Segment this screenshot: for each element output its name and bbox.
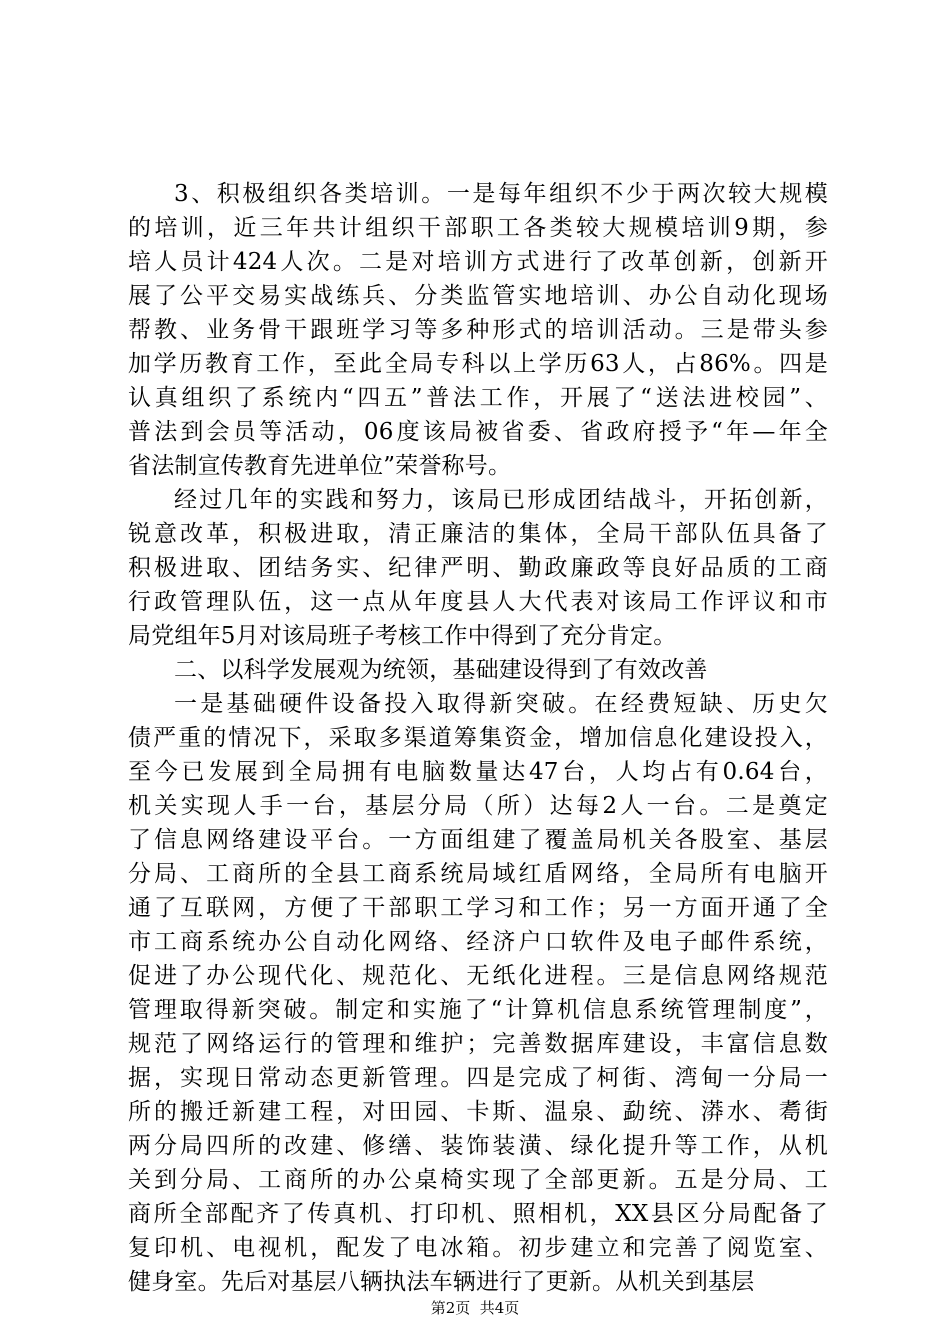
text-line: 认真组织了系统内“四五”普法工作，开展了“送法进校园”、 [128, 385, 828, 411]
text-line: 债严重的情况下，采取多渠道筹集资金，增加信息化建设投入， [128, 725, 828, 751]
text-line: 分局、工商所的全县工商系统局域红盾网络，全局所有电脑开 [128, 861, 828, 887]
text-line: 两分局四所的改建、修缮、装饰装潢、绿化提升等工作，从机 [128, 1133, 828, 1159]
paragraph [128, 653, 828, 687]
text-line: 关到分局、工商所的办公桌椅实现了全部更新。五是分局、工 [128, 1167, 828, 1193]
text-line: 二、以科学发展观为统领，基础建设得到了有效改善 [174, 657, 708, 683]
text-line: 展了公平交易实战练兵、分类监管实地培训、办公自动化现场 [128, 283, 828, 309]
text-line: 规范了网络运行的管理和维护；完善数据库建设，丰富信息数 [128, 1031, 828, 1057]
text-line: 的培训，近三年共计组织干部职工各类较大规模培训9期，参 [128, 215, 828, 241]
text-line: 加学历教育工作，至此全局专科以上学历63人，占86%。四是 [128, 351, 828, 377]
text-line: 所的搬迁新建工程，对田园、卡斯、温泉、勐统、漭水、耈街 [128, 1099, 828, 1125]
text-line: 健身室。先后对基层八辆执法车辆进行了更新。从机关到基层 [128, 1269, 755, 1295]
text-line: 机关实现人手一台，基层分局（所）达每2人一台。二是奠定 [128, 793, 828, 819]
text-line: 锐意改革，积极进取，清正廉洁的集体，全局干部队伍具备了 [128, 521, 828, 547]
text-line: 经过几年的实践和努力，该局已形成团结战斗，开拓创新， [174, 487, 828, 513]
text-line: 省法制宣传教育先进单位”荣誉称号。 [128, 453, 512, 479]
text-line: 普法到会员等活动，06度该局被省委、省政府授予“年—年全 [128, 419, 828, 445]
text-line: 据，实现日常动态更新管理。四是完成了柯街、湾甸一分局一 [128, 1065, 828, 1091]
paragraph [128, 177, 828, 483]
text-line: 了信息网络建设平台。一方面组建了覆盖局机关各股室、基层 [128, 827, 828, 853]
text-line: 市工商系统办公自动化网络、经济户口软件及电子邮件系统， [128, 929, 828, 955]
text-line: 3、积极组织各类培训。一是每年组织不少于两次较大规模 [174, 181, 828, 207]
text-line: 通了互联网，方便了干部职工学习和工作；另一方面开通了全 [128, 895, 828, 921]
text-line: 至今已发展到全局拥有电脑数量达47台，人均占有0.64台， [128, 759, 828, 785]
text-line: 培人员计424人次。二是对培训方式进行了改革创新，创新开 [128, 249, 828, 275]
paragraph [128, 687, 828, 1299]
text-line: 局党组年5月对该局班子考核工作中得到了充分肯定。 [128, 623, 677, 649]
page-footer: 第2页 共4页 [430, 1299, 520, 1317]
text-line: 促进了办公现代化、规范化、无纸化进程。三是信息网络规范 [128, 963, 828, 989]
text-line: 积极进取、团结务实、纪律严明、勤政廉政等良好品质的工商 [128, 555, 828, 581]
text-line: 一是基础硬件设备投入取得新突破。在经费短缺、历史欠 [174, 691, 828, 717]
text-line: 行政管理队伍，这一点从年度县人大代表对该局工作评议和市 [128, 589, 828, 615]
document-body [128, 177, 828, 1299]
text-line: 帮教、业务骨干跟班学习等多种形式的培训活动。三是带头参 [128, 317, 828, 343]
text-line: 商所全部配齐了传真机、打印机、照相机，XX县区分局配备了 [128, 1201, 828, 1227]
paragraph [128, 483, 828, 653]
text-line: 管理取得新突破。制定和实施了“计算机信息系统管理制度”， [128, 997, 828, 1023]
text-line: 复印机、电视机，配发了电冰箱。初步建立和完善了阅览室、 [128, 1235, 828, 1261]
